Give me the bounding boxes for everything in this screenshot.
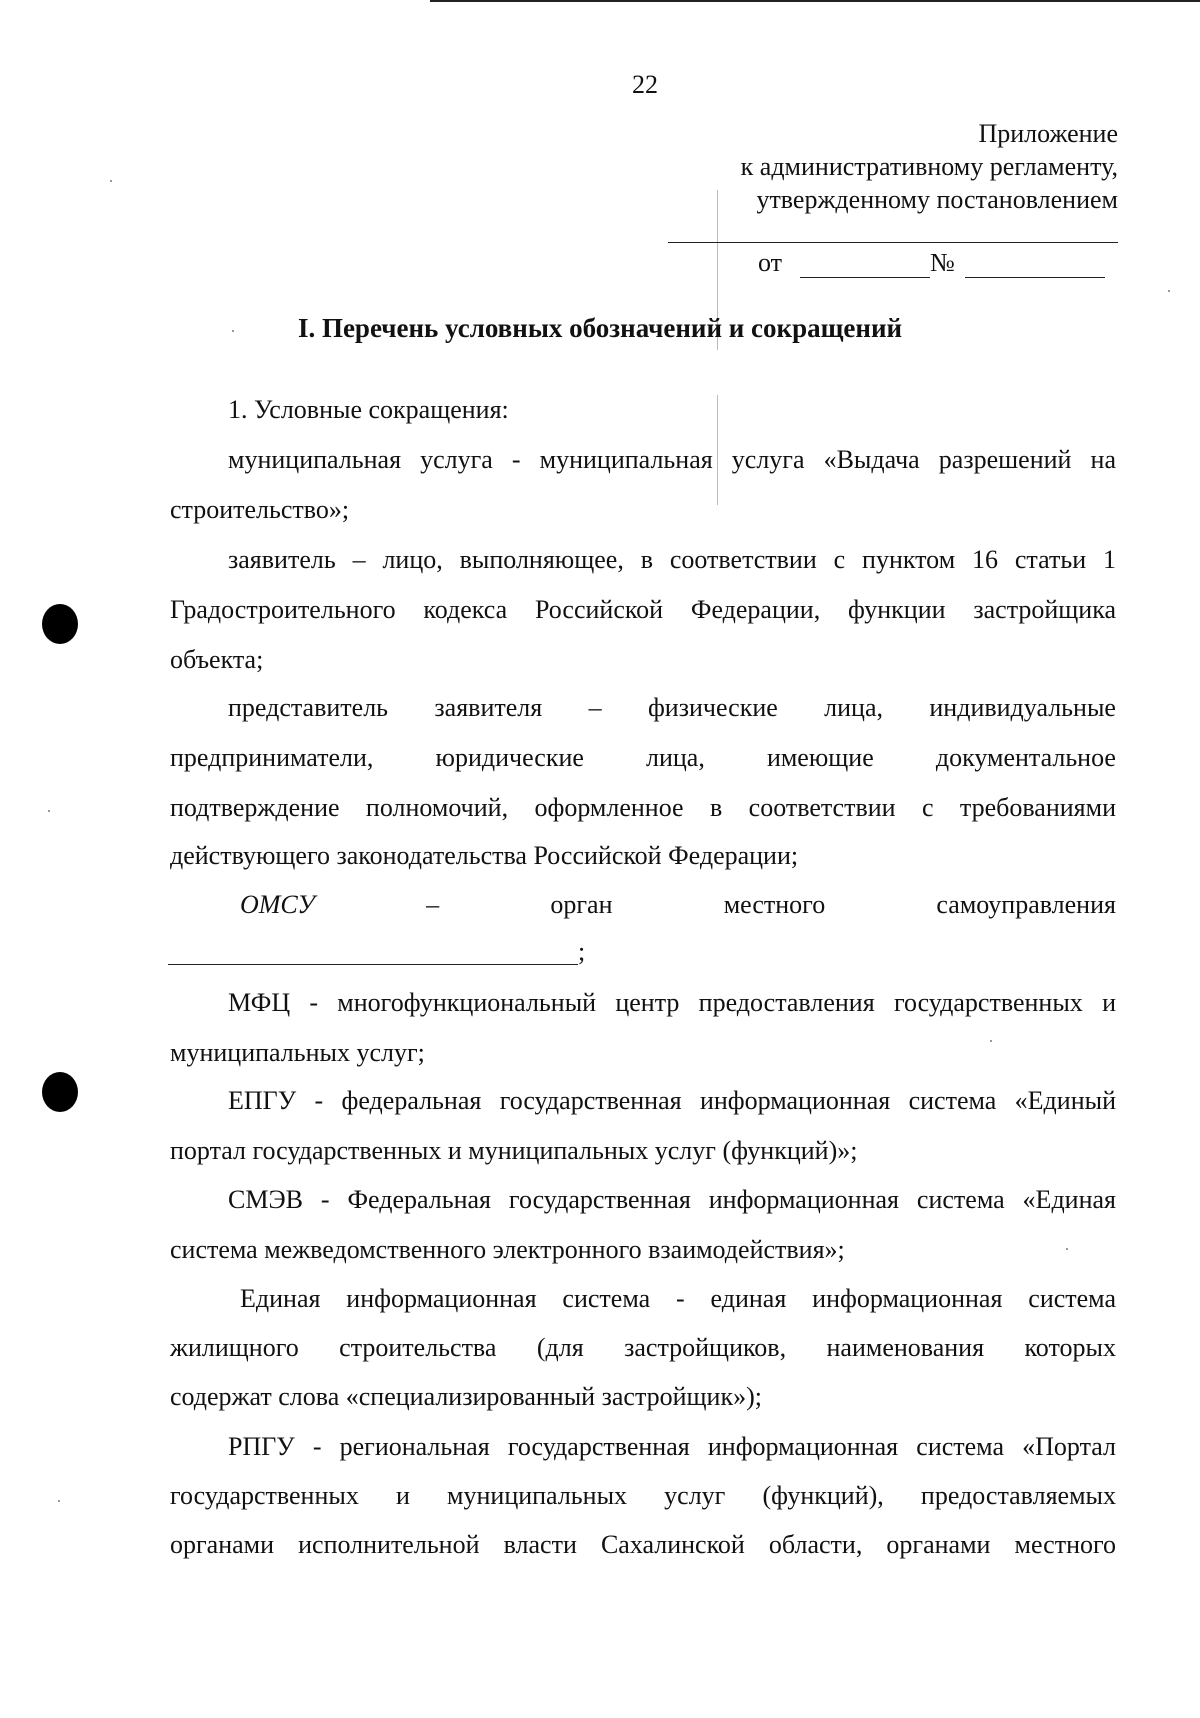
appendix-line-regulation: к административному регламенту, bbox=[740, 152, 1118, 181]
word: и bbox=[395, 1481, 410, 1510]
date-number-row bbox=[758, 248, 1105, 278]
scan-speck bbox=[110, 180, 112, 182]
paragraph-line: муниципальных услуг; bbox=[170, 1038, 425, 1067]
number-label: № bbox=[930, 248, 955, 277]
word: предприниматели, bbox=[170, 743, 374, 772]
word: лица, bbox=[824, 693, 884, 722]
scan-speck bbox=[58, 1500, 60, 1502]
paragraph-line: система межведомственного электронного взаимодействия»; bbox=[170, 1235, 845, 1264]
word: муниципальных bbox=[447, 1481, 628, 1510]
word: – bbox=[588, 693, 602, 722]
date-blank bbox=[800, 255, 930, 278]
appendix-title: Приложение bbox=[978, 119, 1118, 148]
paragraph-line bbox=[228, 693, 1116, 723]
top-edge-rule bbox=[430, 0, 1200, 2]
omsu-name-blank bbox=[168, 964, 578, 965]
resolution-name-blank bbox=[668, 242, 1118, 243]
word: строительства bbox=[339, 1333, 497, 1362]
paragraph-line: ЕПГУ - федеральная государственная информационная система «Единый bbox=[228, 1086, 1116, 1115]
scan-speck bbox=[990, 1040, 992, 1042]
paragraph-line: МФЦ - многофункциональный центр предоставления государственных и bbox=[228, 988, 1116, 1017]
word: которых bbox=[1024, 1333, 1116, 1362]
scan-speck bbox=[48, 810, 50, 812]
from-label: от bbox=[758, 248, 783, 277]
omsu-dash: – bbox=[426, 890, 440, 919]
word: услуг bbox=[664, 1481, 726, 1510]
punch-hole-top bbox=[42, 604, 78, 644]
paragraph-line: муниципальная услуга - муниципальная услуга «Выдача разрешений на bbox=[228, 445, 1116, 474]
paragraph-line: РПГУ - региональная государственная информационная система «Портал bbox=[228, 1432, 1116, 1461]
paragraph-line: Градостроительного кодекса Российской Федерации, функции застройщика bbox=[170, 595, 1116, 624]
word: предоставляемых bbox=[920, 1481, 1116, 1510]
paragraph-line: объекта; bbox=[170, 645, 264, 674]
paragraph-line: содержат слова «специализированный застройщик»); bbox=[170, 1382, 762, 1411]
paragraph-line bbox=[170, 1333, 1116, 1363]
paragraph-line: действующего законодательства Российской Федерации; bbox=[170, 841, 799, 870]
omsu-abbr: ОМСУ bbox=[240, 890, 315, 919]
word: индивидуальные bbox=[929, 693, 1116, 722]
word: имеющие bbox=[766, 743, 874, 772]
section-heading: I. Перечень условных обозначений и сокращений bbox=[297, 313, 903, 343]
word: самоуправления bbox=[936, 890, 1116, 919]
item-label: 1. Условные сокращения: bbox=[228, 395, 509, 424]
scan-speck bbox=[1066, 1248, 1068, 1250]
word: государственных bbox=[170, 1481, 359, 1510]
paragraph-line: портал государственных и муниципальных услуг (функций)»; bbox=[170, 1136, 858, 1165]
paragraph-line: органами исполнительной власти Сахалинской области, органами местного bbox=[170, 1530, 1116, 1559]
appendix-header bbox=[741, 117, 1118, 216]
scan-speck bbox=[1168, 290, 1170, 292]
word: (для bbox=[536, 1333, 584, 1362]
paragraph-line bbox=[170, 1481, 1116, 1511]
punch-hole-bottom bbox=[42, 1072, 78, 1112]
paragraph-line: Единая информационная система - единая информационная система bbox=[240, 1284, 1116, 1313]
word: юридические bbox=[435, 743, 584, 772]
paragraph-line: подтверждение полномочий, оформленное в соответствии с требованиями bbox=[170, 793, 1116, 822]
word: наименования bbox=[826, 1333, 985, 1362]
word: орган bbox=[550, 890, 613, 919]
page-number: 22 bbox=[632, 70, 658, 99]
omsu-end: ; bbox=[578, 937, 586, 966]
paragraph-line bbox=[170, 743, 1116, 773]
word: документальное bbox=[935, 743, 1116, 772]
word: жилищного bbox=[170, 1333, 299, 1362]
paragraph-line: заявитель – лицо, выполняющее, в соответствии с пунктом 16 статьи 1 bbox=[228, 545, 1116, 574]
word: застройщиков, bbox=[624, 1333, 787, 1362]
word: заявителя bbox=[434, 693, 543, 722]
word: лица, bbox=[646, 743, 705, 772]
word: представитель bbox=[228, 693, 389, 722]
paragraph-line: СМЭВ - Федеральная государственная информационная система «Единая bbox=[228, 1185, 1116, 1214]
paragraph-line: строительство»; bbox=[170, 495, 350, 524]
appendix-line-approved: утвержденному постановлением bbox=[756, 185, 1118, 214]
number-blank bbox=[965, 255, 1105, 278]
word: местного bbox=[723, 890, 826, 919]
omsu-line bbox=[168, 890, 1116, 920]
word: (функций), bbox=[762, 1481, 884, 1510]
word: физические bbox=[647, 693, 778, 722]
